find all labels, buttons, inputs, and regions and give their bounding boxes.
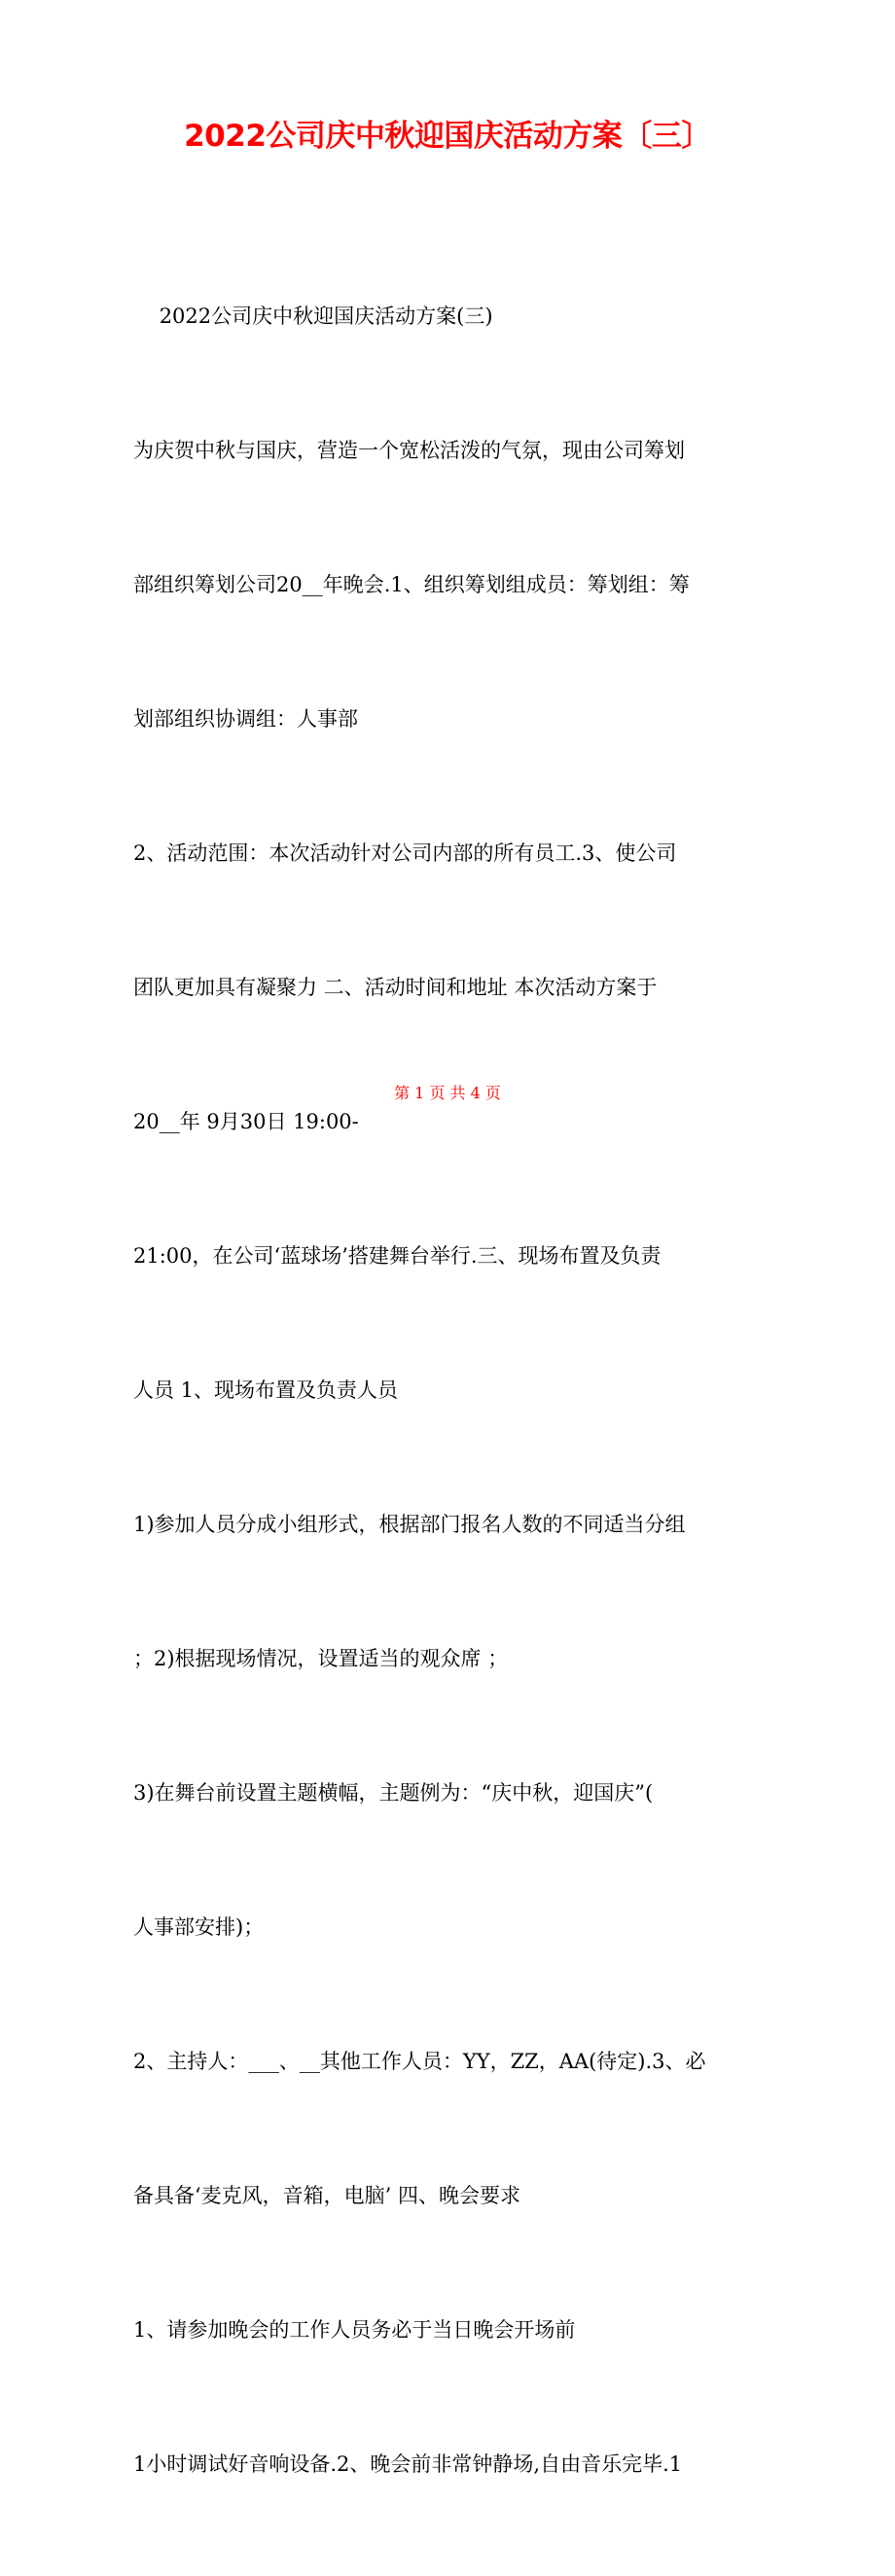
body-line: 1、请参加晚会的工作人员务必于当日晚会开场前 [133, 2318, 576, 2342]
body-line: 2、主持人：___、__其他工作人员：YY，ZZ，AA(待定).3、必 [133, 2050, 706, 2073]
body-line: 划部组织协调组：人事部 [133, 707, 358, 731]
body-line: 20__年 9月30日 19:00- [133, 1110, 359, 1133]
body-line: 人员 1、现场布置及负责人员 [133, 1378, 399, 1402]
body-line: 21:00，在公司‘蓝球场’搭建舞台举行.三、现场布置及负责 [133, 1244, 662, 1268]
body-line: 部组织筹划公司20__年晚会.1、组织筹划组成员：筹划组：筹 [133, 573, 690, 596]
body-line: 2、活动范围：本次活动针对公司内部的所有员工.3、使公司 [133, 841, 677, 865]
body-line: 为庆贺中秋与国庆，营造一个宽松活泼的气氛，现由公司筹划 [133, 439, 685, 462]
body-line: 3)在舞台前设置主题横幅，主题例为：“庆中秋，迎国庆”( [133, 1781, 654, 1805]
body-line: 1)参加人员分成小组形式，根据部门报名人数的不同适当分组 [133, 1513, 686, 1536]
body-line: 2022公司庆中秋迎国庆活动方案(三) [133, 304, 493, 328]
document-body [133, 204, 766, 2576]
body-line: 团队更加具有凝聚力 二、活动时间和地址 本次活动方案于 [133, 976, 658, 999]
page-number-footer: 第 1 页 共 4 页 [394, 1084, 501, 1102]
body-line: 1小时调试好音响设备.2、晚会前非常钟静场,自由音乐完毕.1 [133, 2452, 683, 2476]
body-line: ；2)根据现场情况，设置适当的观众席 ； [133, 1647, 509, 1670]
document-title: 2022公司庆中秋迎国庆活动方案〔三〕 [184, 119, 711, 154]
body-line: 备具备‘麦克风，音箱，电脑’ 四、晚会要求 [133, 2184, 521, 2207]
body-line: 人事部安排)； [133, 1915, 265, 1939]
